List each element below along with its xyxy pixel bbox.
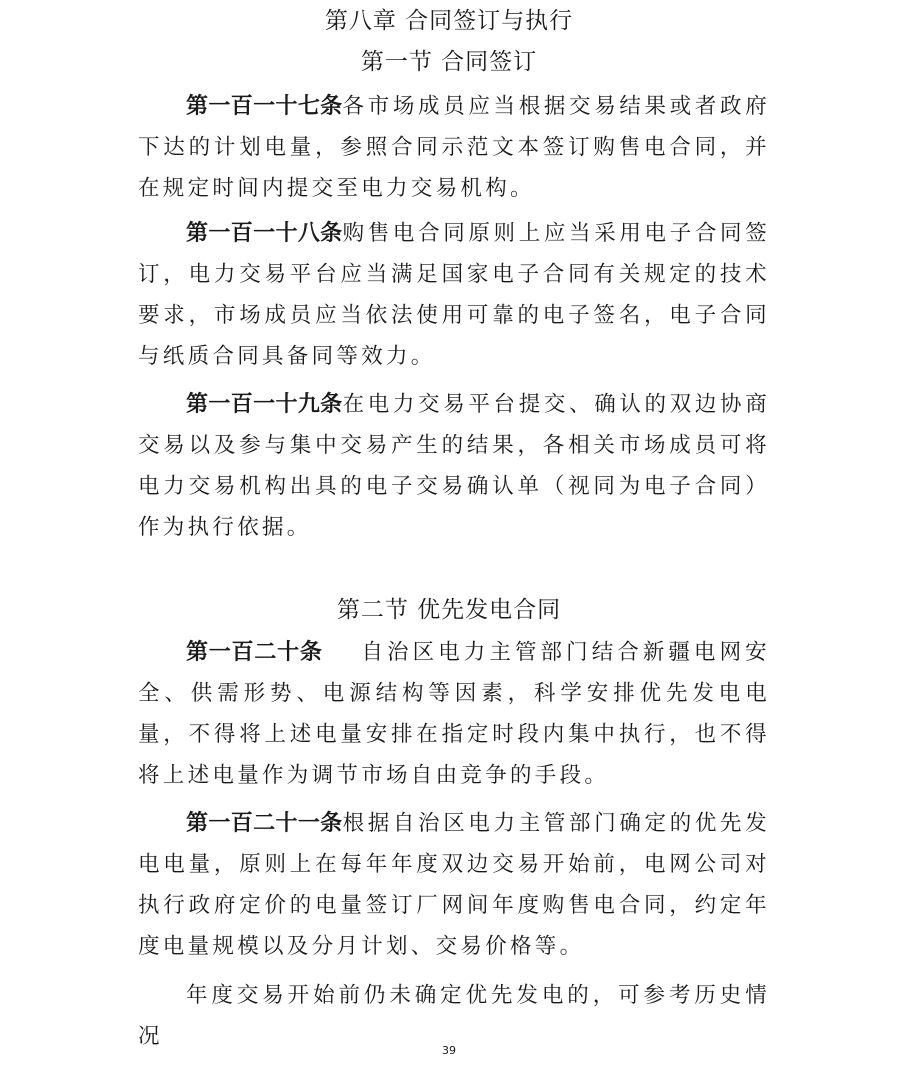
article-label: 第一百二十一条 bbox=[186, 811, 343, 836]
article-text: 购售电合同原则上应当采用电子合同签订，电力交易平台应当满足国家电子合同有关规定的技术要求，市场成员应当依法使用可靠的电子签名，电子合同与纸质合同具备同等效力。 bbox=[138, 221, 770, 369]
article-label: 第一百一十七条 bbox=[186, 94, 343, 119]
article-text: 自治区电力主管部门结合新疆电网安全、供需形势、电源结构等因素，科学安排优先发电电量，不得将上述电量安排在指定时段内集中执行，也不得将上述电量作为调节市场自由竞争的手段。 bbox=[138, 640, 770, 788]
article-text: 根据自治区电力主管部门确定的优先发电电量，原则上在每年年度双边交易开始前，电网公司对执行政府定价的电量签订厂网间年度购售电合同，约定年度电量规模以及分月计划、交易价格等。 bbox=[138, 811, 770, 959]
article-label: 第一百一十九条 bbox=[186, 392, 343, 417]
article-text: 在电力交易平台提交、确认的双边协商交易以及参与集中交易产生的结果，各相关市场成员可将电力交易机构出具的电子交易确认单（视同为电子合同）作为执行依据。 bbox=[138, 392, 770, 540]
article-120 bbox=[138, 632, 770, 796]
trailing-paragraph: 年度交易开始前仍未确定优先发电的，可参考历史情况 bbox=[138, 983, 770, 1049]
article-119 bbox=[138, 384, 770, 548]
article-118 bbox=[138, 213, 770, 377]
article-label: 第一百二十条 bbox=[186, 640, 323, 665]
section-title-priority-generation: 第二节 优先发电合同 bbox=[336, 597, 562, 623]
page-number: 39 bbox=[442, 1044, 456, 1057]
article-label: 第一百一十八条 bbox=[186, 221, 343, 246]
chapter-title: 第八章 合同签订与执行 bbox=[324, 8, 574, 34]
article-121 bbox=[138, 803, 770, 967]
article-text: 各市场成员应当根据交易结果或者政府下达的计划电量，参照合同示范文本签订购售电合同，并在规定时间内提交至电力交易机构。 bbox=[138, 94, 770, 201]
section-title-contract-signing: 第一节 合同签订 bbox=[360, 49, 538, 75]
article-117 bbox=[138, 86, 770, 209]
